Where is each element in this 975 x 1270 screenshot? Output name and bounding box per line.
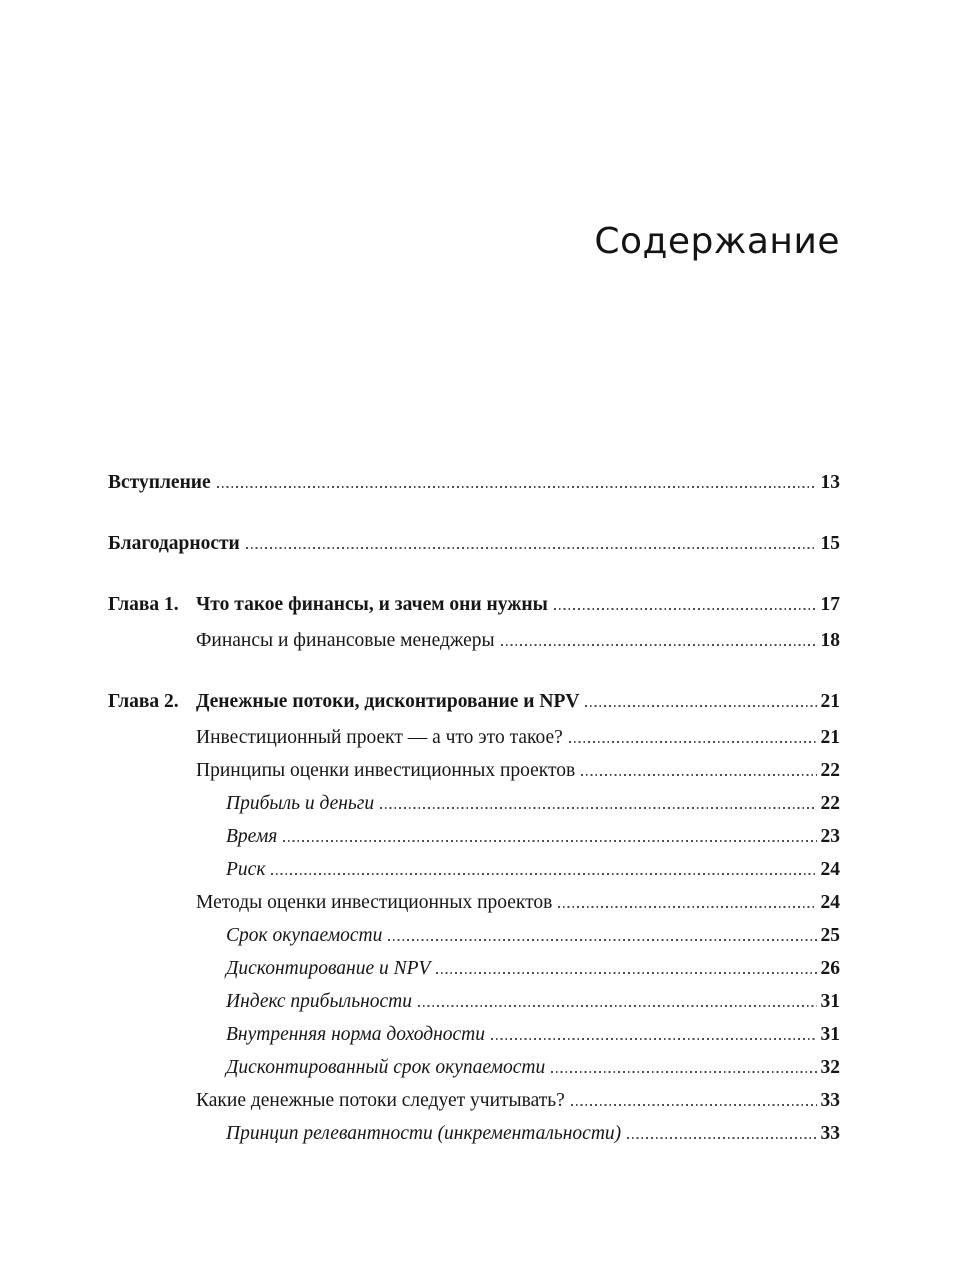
toc-entry — [108, 952, 840, 985]
toc-page-number: 23 — [820, 826, 840, 847]
dotted-leader — [271, 873, 816, 875]
toc-page-number: 26 — [820, 958, 840, 979]
toc-page-number: 13 — [820, 472, 840, 493]
toc-entry-label: Какие денежные потоки следует учитывать? — [196, 1090, 565, 1111]
toc-entry-label: Вступление — [108, 472, 211, 493]
toc-entry-label: Инвестиционный проект — а что это такое? — [196, 727, 563, 748]
toc-page-number: 25 — [820, 925, 840, 946]
dotted-leader — [569, 741, 817, 743]
toc-page-number: 24 — [820, 859, 840, 880]
toc-entry — [108, 853, 840, 886]
toc-entry-label: Риск — [226, 859, 266, 880]
toc-entry-label: Индекс прибыльности — [226, 991, 412, 1012]
dotted-leader — [554, 608, 817, 610]
toc-entry-label: Дисконтированный срок окупаемости — [226, 1057, 546, 1078]
toc-entry-label: Принцип релевантности (инкрементальности) — [226, 1123, 622, 1144]
dotted-leader — [388, 939, 816, 941]
toc-entry-label: Что такое финансы, и зачем они нужны — [196, 594, 548, 615]
toc-entry-label: Денежные потоки, дисконтирование и NPV — [196, 691, 580, 712]
toc-entry — [108, 1117, 840, 1150]
toc-entry-label: Методы оценки инвестиционных проектов — [196, 892, 553, 913]
toc-page-number: 18 — [820, 630, 840, 651]
toc-page-number: 15 — [820, 533, 840, 554]
toc-entry — [108, 1051, 840, 1084]
toc-list — [108, 466, 840, 1150]
toc-page-number: 33 — [820, 1090, 840, 1111]
toc-entry — [108, 685, 840, 718]
dotted-leader — [491, 1038, 816, 1040]
dotted-leader — [585, 705, 816, 707]
toc-entry-label: Прибыль и деньги — [226, 793, 375, 814]
chapter-prefix: Глава 2. — [108, 691, 179, 712]
dotted-leader — [436, 972, 816, 974]
dotted-leader — [418, 1005, 817, 1007]
toc-entry — [108, 527, 840, 560]
toc-page-number: 24 — [820, 892, 840, 913]
toc-page-number: 22 — [820, 760, 840, 781]
toc-entry-label: Финансы и финансовые менеджеры — [196, 630, 495, 651]
toc-entry — [108, 754, 840, 787]
toc-entry-label: Внутренняя норма доходности — [226, 1024, 486, 1045]
toc-entry-label: Дисконтирование и NPV — [226, 958, 431, 979]
dotted-leader — [558, 906, 816, 908]
dotted-leader — [283, 840, 816, 842]
toc-entry — [108, 820, 840, 853]
toc-entry — [108, 588, 840, 621]
toc-page-number: 22 — [820, 793, 840, 814]
toc-entry-label: Срок окупаемости — [226, 925, 383, 946]
dotted-leader — [380, 807, 816, 809]
dotted-leader — [571, 1104, 817, 1106]
toc-entry — [108, 985, 840, 1018]
toc-page-number: 21 — [820, 727, 840, 748]
page-title: Содержание — [594, 221, 840, 262]
toc-entry — [108, 1084, 840, 1117]
dotted-leader — [581, 774, 816, 776]
chapter-prefix: Глава 1. — [108, 594, 179, 615]
dotted-leader — [501, 644, 817, 646]
toc-entry-label: Принципы оценки инвестиционных проектов — [196, 760, 576, 781]
dotted-leader — [246, 547, 817, 549]
toc-entry — [108, 919, 840, 952]
toc-page-number: 21 — [820, 691, 840, 712]
toc-entry-label: Время — [226, 826, 278, 847]
toc-page-number: 32 — [820, 1057, 840, 1078]
toc-page-number: 17 — [820, 594, 840, 615]
toc-page-number: 33 — [820, 1123, 840, 1144]
toc-page-number: 31 — [820, 991, 840, 1012]
toc-page-number: 31 — [820, 1024, 840, 1045]
toc-entry — [108, 886, 840, 919]
toc-entry — [108, 721, 840, 754]
toc-entry-label: Благодарности — [108, 533, 240, 554]
toc-entry — [108, 624, 840, 657]
toc-entry — [108, 787, 840, 820]
dotted-leader — [627, 1137, 816, 1139]
toc-entry — [108, 466, 840, 499]
dotted-leader — [217, 486, 817, 488]
dotted-leader — [551, 1071, 816, 1073]
toc-entry — [108, 1018, 840, 1051]
